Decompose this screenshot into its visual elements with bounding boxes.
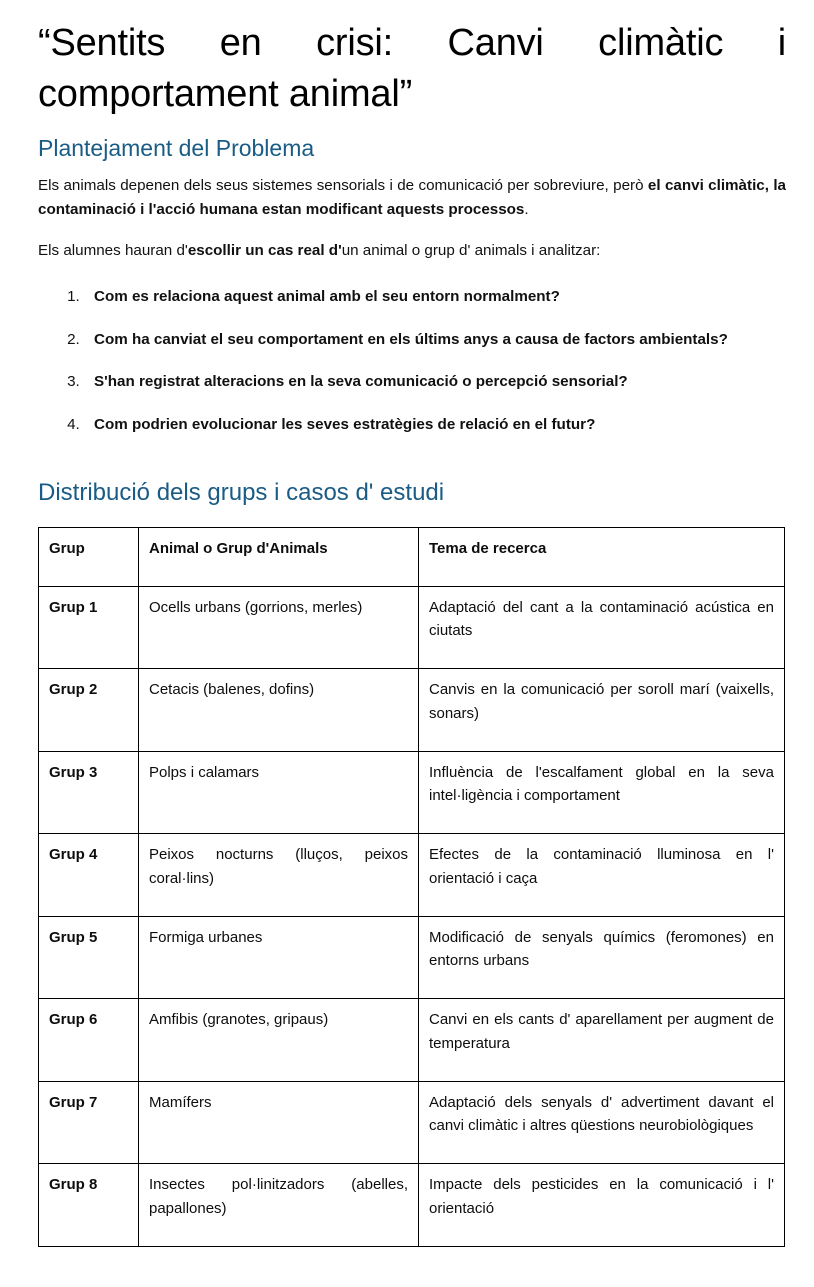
cell-grup: Grup 5 (39, 916, 139, 999)
questions-list (38, 280, 786, 444)
table-row (39, 916, 785, 999)
cell-animal: Mamífers (139, 1081, 419, 1164)
problem-paragraph-2 (38, 239, 786, 264)
table-row (39, 999, 785, 1082)
cell-tema: Impacte dels pesticides en la comunicació i l' orientació (419, 1164, 785, 1247)
column-header-grup: Grup (39, 527, 139, 586)
cell-tema: Influència de l'escalfament global en la seva intel·ligència i comportament (419, 751, 785, 834)
cell-grup: Grup 3 (39, 751, 139, 834)
cell-animal: Polps i calamars (139, 751, 419, 834)
paragraph-1-emphasis: el canvi climàtic, la contaminació i l'acció humana estan modificant aquests processos (38, 176, 786, 219)
problem-paragraph-1 (38, 174, 786, 223)
paragraph-2-emphasis: escollir un cas real d' (187, 241, 342, 259)
cell-tema: Modificació de senyals químics (feromones) en entorns urbans (419, 916, 785, 999)
column-header-animal: Animal o Grup d'Animals (139, 527, 419, 586)
cell-animal: Amfibis (granotes, gripaus) (139, 999, 419, 1082)
table-row (39, 669, 785, 752)
list-item: 4. Com podrien evolucionar les seves estratègies de relació en el futur? (84, 408, 786, 443)
list-item: 2. Com ha canviat el seu comportament en els últims anys a causa de factors ambientals? (84, 323, 786, 358)
cell-animal: Insectes pol·linitzadors (abelles, papallones) (139, 1164, 419, 1247)
table-row (39, 834, 785, 917)
table-header-row (39, 527, 785, 586)
table-row (39, 751, 785, 834)
list-item: 1. Com es relaciona aquest animal amb el seu entorn normalment? (84, 280, 786, 315)
table-row (39, 586, 785, 669)
cell-grup: Grup 2 (39, 669, 139, 752)
groups-table (38, 527, 785, 1247)
cell-grup: Grup 8 (39, 1164, 139, 1247)
page-title: “Sentits en crisi: Canvi climàtic i comportament animal” (38, 22, 786, 115)
cell-tema: Adaptació del cant a la contaminació acústica en ciutats (419, 586, 785, 669)
paragraph-2-text-lead: Els alumnes hauran d' (38, 241, 188, 259)
cell-tema: Canvi en els cants d' aparellament per augment de temperatura (419, 999, 785, 1082)
cell-tema: Canvis en la comunicació per soroll marí (vaixells, sonars) (419, 669, 785, 752)
cell-grup: Grup 6 (39, 999, 139, 1082)
cell-grup: Grup 4 (39, 834, 139, 917)
cell-grup: Grup 7 (39, 1081, 139, 1164)
section-heading-plantejament: Plantejament del Problema (38, 134, 315, 161)
section-heading-distribucio: Distribució dels grups i casos d' estudi (38, 479, 445, 507)
list-item: 3. S'han registrat alteracions en la seva comunicació o percepció sensorial? (84, 365, 786, 400)
cell-grup: Grup 1 (39, 586, 139, 669)
cell-animal: Ocells urbans (gorrions, merles) (139, 586, 419, 669)
paragraph-2-text-tail: un animal o grup d' animals i analitzar: (341, 241, 601, 259)
cell-animal: Formiga urbanes (139, 916, 419, 999)
table-row (39, 1164, 785, 1247)
cell-animal: Cetacis (balenes, dofins) (139, 669, 419, 752)
table-row (39, 1081, 785, 1164)
cell-animal: Peixos nocturns (lluços, peixos coral·lins) (139, 834, 419, 917)
paragraph-1-text-tail: . (524, 201, 529, 219)
paragraph-1-text-lead: Els animals depenen dels seus sistemes sensorials i de comunicació per sobreviure, però (38, 176, 648, 194)
column-header-tema: Tema de recerca (419, 527, 785, 586)
cell-tema: Adaptació dels senyals d' advertiment davant el canvi climàtic i altres qüestions neurobiològiques (419, 1081, 785, 1164)
cell-tema: Efectes de la contaminació lluminosa en l' orientació i caça (419, 834, 785, 917)
